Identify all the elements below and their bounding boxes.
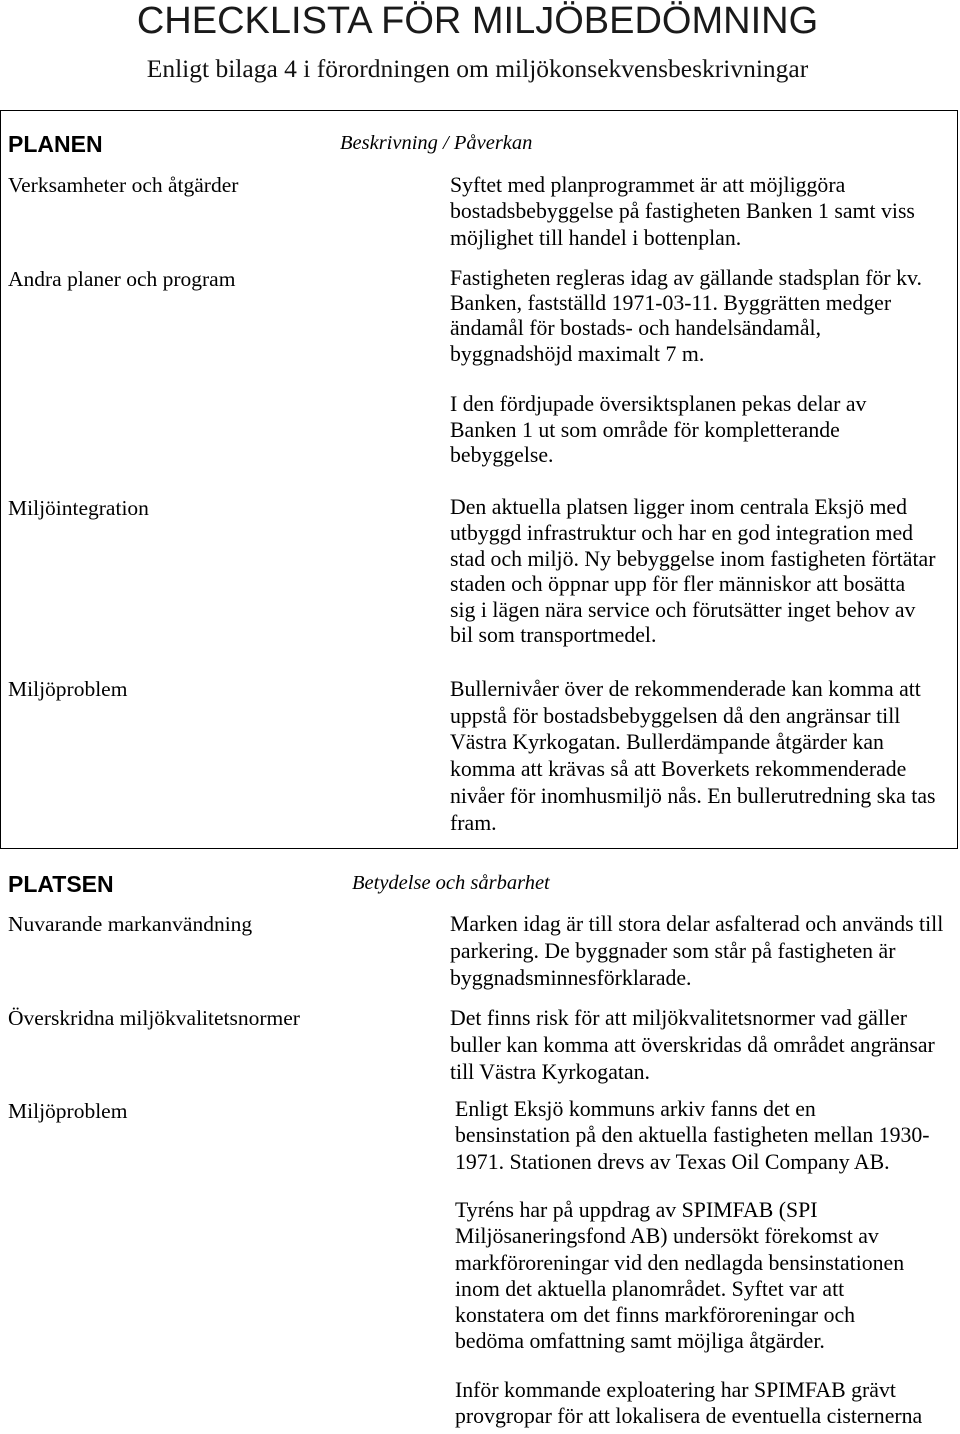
row-text-miljointegration [450, 495, 935, 649]
text-line: bebyggelse. [450, 443, 554, 468]
text-line: bedöma omfattning samt möjliga åtgärder. [455, 1329, 825, 1354]
text-line: Syftet med planprogrammet är att möjliggöra [450, 172, 846, 197]
text-line: uppstå för bostadsbebyggelsen då den angränsar till [450, 703, 901, 728]
row-text-verksamheter [450, 172, 915, 252]
text-line: Tyréns har på uppdrag av SPIMFAB (SPI [455, 1198, 818, 1223]
row-label-verksamheter: Verksamheter och åtgärder [8, 173, 239, 198]
text-line: Miljösaneringsfond AB) undersökt förekomst av [455, 1224, 879, 1249]
row-label-miljokvalitetsnormer: Överskridna miljökvalitetsnormer [8, 1006, 300, 1031]
row-label-andra-planer: Andra planer och program [8, 267, 236, 292]
text-line: inom det aktuella planområdet. Syftet var att [455, 1276, 845, 1301]
text-line: Den aktuella platsen ligger inom centrala Eksjö med [450, 495, 907, 520]
text-line: bostadsbebyggelse på fastigheten Banken 1 samt viss [450, 199, 915, 224]
text-line: staden och öppnar upp för fler människor att bosätta [450, 572, 906, 597]
row-text-miljoproblem-paragraph-2 [455, 1197, 904, 1354]
text-line: parkering. De byggnader som står på fastigheten är [450, 938, 896, 963]
text-line: komma att krävas så att Boverkets rekommenderade [450, 757, 907, 782]
text-line: Inför kommande exploatering har SPIMFAB grävt [455, 1378, 896, 1403]
text-line: fram. [450, 810, 497, 835]
section-heading-planen: PLANEN [8, 131, 103, 158]
text-line: sig i lägen nära service och förutsätter inget behov av [450, 597, 916, 622]
column-heading-betydelse: Betydelse och sårbarhet [352, 872, 550, 895]
row-text-miljokvalitetsnormer [450, 1005, 935, 1086]
text-line: till Västra Kyrkogatan. [450, 1059, 650, 1084]
row-text-miljoproblem-paragraph-3 [455, 1377, 922, 1429]
text-line: Bullernivåer över de rekommenderade kan komma att [450, 676, 921, 701]
text-line: bensinstation på den aktuella fastigheten mellan 1930- [455, 1123, 930, 1148]
text-line: bil som transportmedel. [450, 623, 657, 648]
row-text-andra-planer [450, 266, 922, 368]
text-line: konstatera om det finns markföroreningar och [455, 1302, 856, 1327]
text-line: Banken, fastställd 1971-03-11. Byggrätten medger [450, 290, 892, 315]
row-text-andra-planer-paragraph-2 [450, 392, 866, 469]
text-line: 1971. Stationen drevs av Texas Oil Company AB. [455, 1149, 890, 1174]
document-title: CHECKLISTA FÖR MILJÖBEDÖMNING [136, 0, 819, 42]
row-label-markanvandning: Nuvarande markanvändning [8, 912, 253, 937]
section-heading-platsen: PLATSEN [8, 871, 114, 898]
text-line: Enligt Eksjö kommuns arkiv fanns det en [455, 1096, 816, 1121]
text-line: stad och miljö. Ny bebyggelse inom fastigheten förtätar [450, 546, 936, 571]
column-heading-beskrivning: Beskrivning / Påverkan [340, 132, 533, 155]
text-line: Fastigheten regleras idag av gällande stadsplan för kv. [450, 265, 922, 290]
row-text-miljoproblem [455, 1096, 930, 1176]
text-line: utbyggd infrastruktur och har en god integration med [450, 520, 914, 545]
text-line: möjlighet till handel i bottenplan. [450, 225, 742, 250]
text-line: byggnadsminnesförklarade. [450, 965, 692, 990]
text-line: Det finns risk för att miljökvalitetsnormer vad gäller [450, 1005, 908, 1030]
text-line: provgropar för att lokalisera de eventuella cisternerna [455, 1404, 923, 1429]
row-label-miljoproblem: Miljöproblem [8, 1099, 128, 1124]
document-subtitle: Enligt bilaga 4 i förordningen om miljökonsekvensbeskrivningar [146, 54, 809, 83]
row-text-markanvandning [450, 911, 943, 992]
text-line: nivåer för inomhusmiljö nås. En bullerutredning ska tas [450, 783, 936, 808]
row-label-miljointegration: Miljöintegration [8, 496, 149, 521]
text-line: I den fördjupade översiktsplanen pekas delar av [450, 392, 867, 417]
text-line: markföroreningar vid den nedlagda bensinstationen [455, 1250, 905, 1275]
row-text-miljoproblem [450, 676, 936, 837]
text-line: Banken 1 ut som område för kompletterande [450, 417, 840, 442]
text-line: byggnadshöjd maximalt 7 m. [450, 341, 705, 366]
text-line: Västra Kyrkogatan. Bullerdämpande åtgärder kan [450, 730, 884, 755]
text-line: Marken idag är till stora delar asfalterad och används till [450, 911, 944, 936]
row-label-miljoproblem: Miljöproblem [8, 677, 128, 702]
text-line: buller kan komma att överskridas då området angränsar [450, 1032, 935, 1057]
text-line: ändamål för bostads- och handelsändamål, [450, 316, 822, 341]
